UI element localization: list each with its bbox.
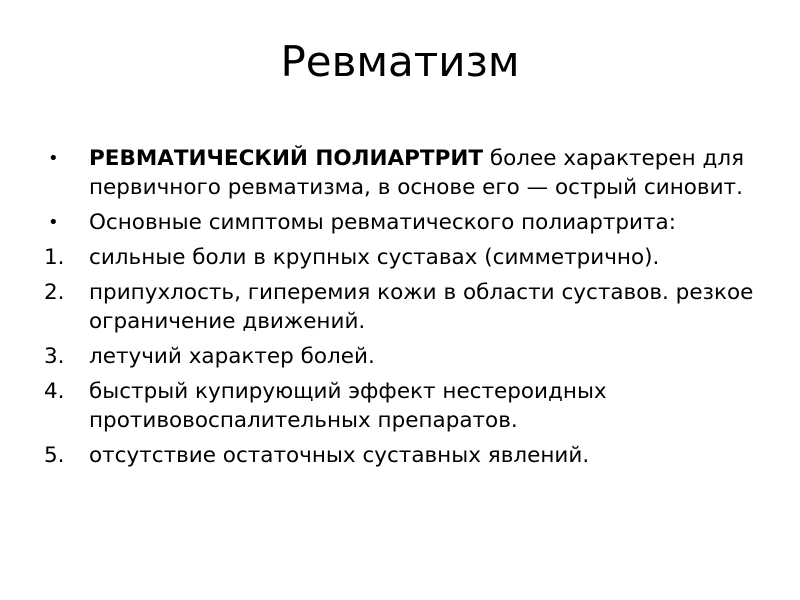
numbered-item (44, 243, 764, 272)
numbered-text: сильные боли в крупных суставах (симметрично). (89, 245, 660, 270)
numbered-item (44, 377, 764, 435)
numbered-text: припухлость, гиперемия кожи в области суставов. резкое ограничение движений. (89, 280, 754, 334)
numbered-item (44, 342, 764, 371)
numbered-item (44, 441, 764, 470)
bullet-marker: • (48, 212, 59, 233)
number-marker: 5. (44, 443, 65, 468)
numbered-item (44, 278, 764, 336)
numbered-text: отсутствие остаточных суставных явлений. (89, 443, 590, 468)
numbered-text: летучий характер болей. (89, 344, 375, 369)
bullet-text: Основные симптомы ревматического полиартрита: (89, 210, 676, 235)
numbered-text: быстрый купирующий эффект нестероидных противовоспалительных препаратов. (89, 379, 607, 433)
bullet-text: более характерен для первичного ревматизма, в основе его — острый синовит. (89, 146, 745, 200)
bullet-marker: • (48, 148, 59, 169)
slide-title: Ревматизм (280, 37, 520, 86)
bullet-bold-term: РЕВМАТИЧЕСКИЙ ПОЛИАРТРИТ (89, 146, 484, 171)
bullet-item (44, 208, 764, 237)
number-marker: 2. (44, 280, 65, 305)
bullet-item (44, 144, 764, 202)
number-marker: 3. (44, 344, 65, 369)
slide-content (44, 144, 764, 476)
number-marker: 4. (44, 379, 65, 404)
number-marker: 1. (44, 245, 65, 270)
